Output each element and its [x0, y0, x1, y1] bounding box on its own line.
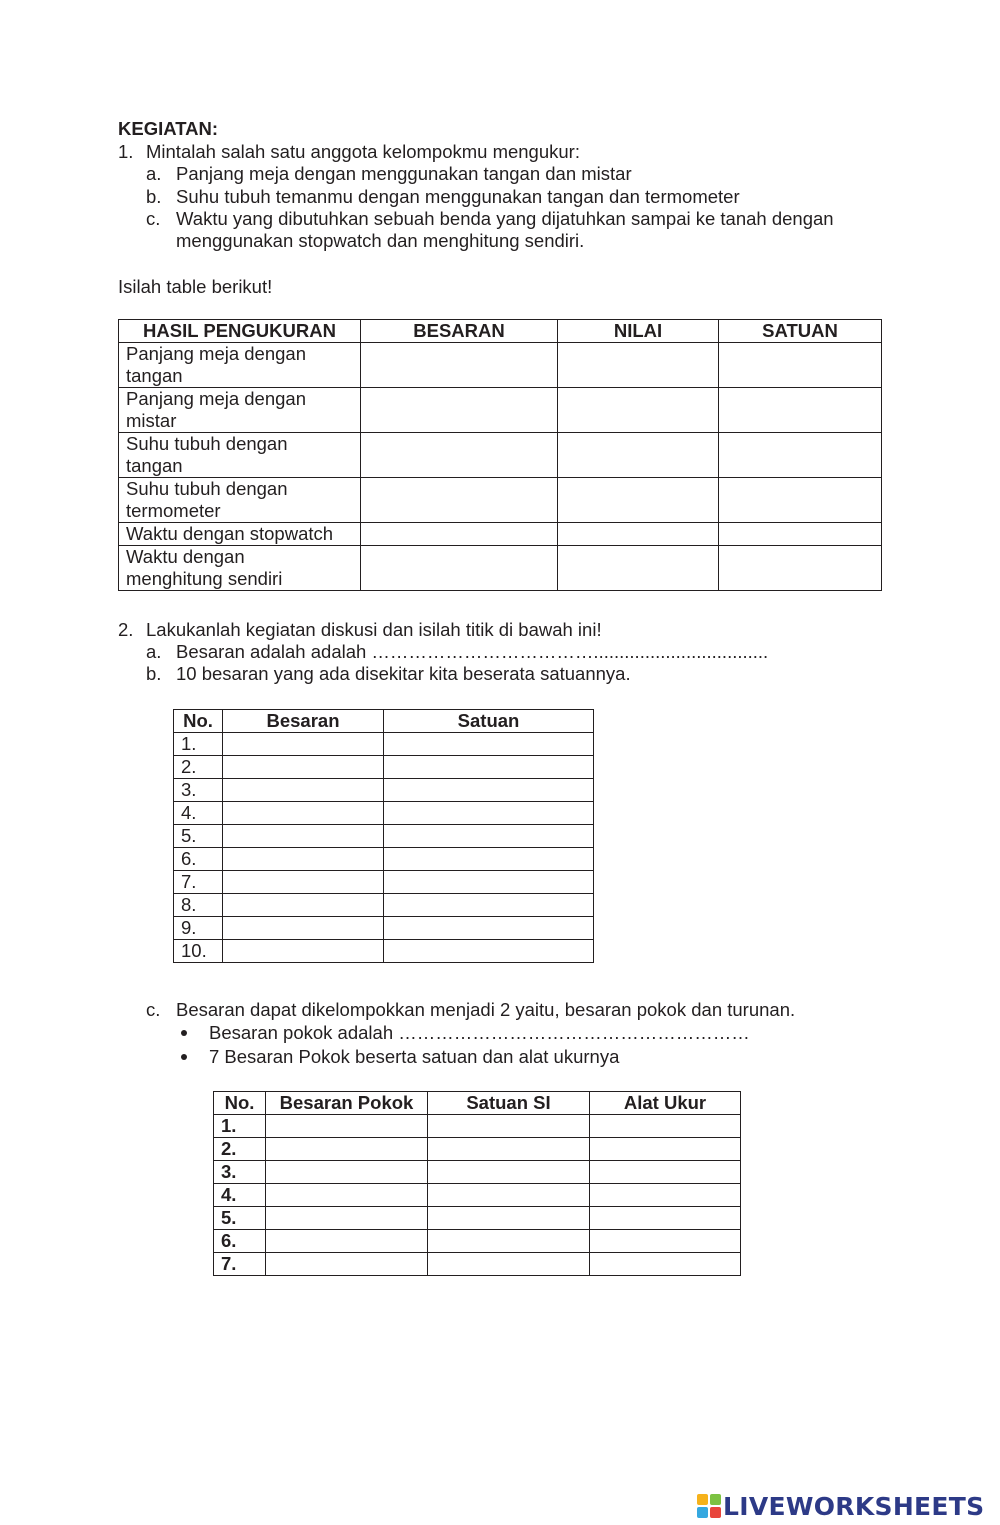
satuan-cell[interactable] [719, 388, 882, 433]
row-label [119, 343, 361, 388]
alat-ukur-cell[interactable] [590, 1138, 741, 1161]
besaran-cell[interactable] [223, 756, 384, 779]
measurement-table [118, 319, 882, 591]
logo-tile [697, 1507, 708, 1518]
row-label-line: Suhu tubuh dengan [126, 478, 288, 499]
table-row [174, 733, 594, 756]
row-number: 5. [174, 825, 223, 848]
item1-a-letter: a. [146, 163, 162, 184]
besaran-cell[interactable] [223, 733, 384, 756]
row-label-line: tangan [126, 365, 183, 386]
row-label [119, 546, 361, 591]
alat-ukur-cell[interactable] [590, 1207, 741, 1230]
satuan-cell[interactable] [719, 523, 882, 546]
besaran-satuan-table [173, 709, 594, 963]
satuan-si-cell[interactable] [428, 1184, 590, 1207]
satuan-si-cell[interactable] [428, 1230, 590, 1253]
row-label-line: termometer [126, 500, 221, 521]
header-satuan: Satuan [384, 710, 594, 733]
row-number: 5. [214, 1207, 266, 1230]
item1-text: Mintalah salah satu anggota kelompokmu mengukur: [146, 141, 580, 162]
alat-ukur-cell[interactable] [590, 1115, 741, 1138]
table-row [174, 779, 594, 802]
table-row [119, 433, 882, 478]
row-number: 1. [214, 1115, 266, 1138]
besaran-cell[interactable] [223, 779, 384, 802]
satuan-si-cell[interactable] [428, 1115, 590, 1138]
besaran-cell[interactable] [223, 917, 384, 940]
nilai-cell[interactable] [558, 546, 719, 591]
table-row [174, 940, 594, 963]
row-label-line: Suhu tubuh dengan [126, 433, 288, 454]
item1-c-text-cont: menggunakan stopwatch dan menghitung sendiri. [176, 230, 585, 251]
table-instruction: Isilah table berikut! [118, 276, 273, 297]
table-row [214, 1253, 741, 1276]
header-no: No. [174, 710, 223, 733]
row-number: 6. [174, 848, 223, 871]
item2-b-letter: b. [146, 663, 162, 684]
bullet-icon [181, 1030, 187, 1036]
table-row [119, 523, 882, 546]
row-label-line: Waktu dengan stopwatch [126, 523, 334, 544]
header-besaran-pokok: Besaran Pokok [266, 1092, 428, 1115]
item2-c-text: Besaran dapat dikelompokkan menjadi 2 yaitu, besaran pokok dan turunan. [176, 999, 796, 1020]
row-number: 2. [214, 1138, 266, 1161]
besaran-cell[interactable] [361, 343, 558, 388]
alat-ukur-cell[interactable] [590, 1253, 741, 1276]
besaran-pokok-cell[interactable] [266, 1253, 428, 1276]
bullet-icon [181, 1054, 187, 1060]
satuan-si-cell[interactable] [428, 1161, 590, 1184]
item1-number: 1. [118, 141, 134, 162]
header-satuan-si: Satuan SI [428, 1092, 590, 1115]
besaran-cell[interactable] [223, 894, 384, 917]
satuan-si-cell[interactable] [428, 1253, 590, 1276]
nilai-cell[interactable] [558, 388, 719, 433]
besaran-pokok-cell[interactable] [266, 1115, 428, 1138]
row-number: 10. [174, 940, 223, 963]
satuan-si-cell[interactable] [428, 1138, 590, 1161]
row-number: 4. [214, 1184, 266, 1207]
item1-c-text: Waktu yang dibutuhkan sebuah benda yang dijatuhkan sampai ke tanah dengan [176, 208, 834, 229]
besaran-pokok-table [213, 1091, 741, 1276]
table-row [214, 1184, 741, 1207]
table-row [174, 802, 594, 825]
table-row [119, 388, 882, 433]
satuan-cell[interactable] [719, 433, 882, 478]
item2-number: 2. [118, 619, 134, 640]
satuan-cell[interactable] [384, 917, 594, 940]
table-row [214, 1207, 741, 1230]
nilai-cell[interactable] [558, 523, 719, 546]
satuan-cell[interactable] [719, 343, 882, 388]
header-hasil-pengukuran: HASIL PENGUKURAN [119, 320, 361, 343]
besaran-pokok-blank[interactable]: Besaran pokok adalah ………………………………………………… [209, 1022, 750, 1043]
table-row [174, 848, 594, 871]
satuan-cell[interactable] [384, 756, 594, 779]
satuan-cell[interactable] [384, 848, 594, 871]
besaran-cell[interactable] [361, 388, 558, 433]
table-row [119, 546, 882, 591]
alat-ukur-cell[interactable] [590, 1230, 741, 1253]
liveworksheets-icon [697, 1494, 721, 1518]
table-row [119, 343, 882, 388]
row-number: 7. [214, 1253, 266, 1276]
table-row [214, 1138, 741, 1161]
besaran-definition-blank[interactable]: Besaran adalah adalah ……………………………….................................. [176, 641, 769, 662]
header-besaran: Besaran [223, 710, 384, 733]
row-number: 2. [174, 756, 223, 779]
row-label [119, 478, 361, 523]
row-label-line: menghitung sendiri [126, 568, 283, 589]
alat-ukur-cell[interactable] [590, 1161, 741, 1184]
besaran-cell[interactable] [223, 802, 384, 825]
table-row [119, 478, 882, 523]
besaran-pokok-cell[interactable] [266, 1207, 428, 1230]
header-nilai: NILAI [558, 320, 719, 343]
table-row [174, 825, 594, 848]
item1-b-text: Suhu tubuh temanmu dengan menggunakan tangan dan termometer [176, 186, 740, 207]
table-row [214, 1230, 741, 1253]
satuan-cell[interactable] [384, 894, 594, 917]
logo-tile [697, 1494, 708, 1505]
table-row [174, 917, 594, 940]
satuan-si-cell[interactable] [428, 1207, 590, 1230]
besaran-cell[interactable] [223, 871, 384, 894]
besaran-cell[interactable] [361, 478, 558, 523]
item2-c-letter: c. [146, 999, 161, 1020]
table-row [174, 894, 594, 917]
besaran-cell[interactable] [223, 848, 384, 871]
row-label-line: tangan [126, 455, 183, 476]
satuan-cell[interactable] [384, 802, 594, 825]
logo-text: LIVEWORKSHEETS [723, 1491, 985, 1521]
table-row [174, 871, 594, 894]
liveworksheets-logo[interactable] [697, 1492, 984, 1520]
header-satuan: SATUAN [719, 320, 882, 343]
row-number: 9. [174, 917, 223, 940]
row-number: 1. [174, 733, 223, 756]
row-label-line: mistar [126, 410, 177, 431]
row-number: 8. [174, 894, 223, 917]
satuan-cell[interactable] [384, 871, 594, 894]
satuan-cell[interactable] [384, 779, 594, 802]
satuan-cell[interactable] [384, 733, 594, 756]
row-number: 6. [214, 1230, 266, 1253]
row-label-line: Panjang meja dengan [126, 388, 307, 409]
item2-a-letter: a. [146, 641, 162, 662]
besaran-pokok-cell[interactable] [266, 1184, 428, 1207]
header-no: No. [214, 1092, 266, 1115]
table-row [174, 756, 594, 779]
item1-b-letter: b. [146, 186, 162, 207]
besaran-cell[interactable] [361, 546, 558, 591]
logo-tile [710, 1507, 721, 1518]
table-row [214, 1161, 741, 1184]
alat-ukur-cell[interactable] [590, 1184, 741, 1207]
row-number: 7. [174, 871, 223, 894]
bullet-text: 7 Besaran Pokok beserta satuan dan alat ukurnya [209, 1046, 620, 1067]
besaran-cell[interactable] [223, 940, 384, 963]
activity-heading: KEGIATAN: [118, 118, 219, 139]
satuan-cell[interactable] [384, 825, 594, 848]
nilai-cell[interactable] [558, 433, 719, 478]
besaran-cell[interactable] [361, 523, 558, 546]
nilai-cell[interactable] [558, 343, 719, 388]
row-number: 3. [174, 779, 223, 802]
row-number: 3. [214, 1161, 266, 1184]
item1-a-text: Panjang meja dengan menggunakan tangan dan mistar [176, 163, 632, 184]
besaran-pokok-cell[interactable] [266, 1161, 428, 1184]
table-row [214, 1115, 741, 1138]
header-alat-ukur: Alat Ukur [590, 1092, 741, 1115]
row-number: 4. [174, 802, 223, 825]
row-label [119, 388, 361, 433]
row-label [119, 523, 361, 546]
row-label-line: Panjang meja dengan [126, 343, 307, 364]
besaran-cell[interactable] [223, 825, 384, 848]
logo-tile [710, 1494, 721, 1505]
item2-text: Lakukanlah kegiatan diskusi dan isilah titik di bawah ini! [146, 619, 602, 640]
besaran-pokok-cell[interactable] [266, 1138, 428, 1161]
nilai-cell[interactable] [558, 478, 719, 523]
item1-c-letter: c. [146, 208, 161, 229]
row-label [119, 433, 361, 478]
satuan-cell[interactable] [384, 940, 594, 963]
satuan-cell[interactable] [719, 478, 882, 523]
besaran-pokok-cell[interactable] [266, 1230, 428, 1253]
item2-b-text: 10 besaran yang ada disekitar kita beserata satuannya. [176, 663, 631, 684]
header-besaran: BESARAN [361, 320, 558, 343]
row-label-line: Waktu dengan [126, 546, 245, 567]
besaran-cell[interactable] [361, 433, 558, 478]
satuan-cell[interactable] [719, 546, 882, 591]
